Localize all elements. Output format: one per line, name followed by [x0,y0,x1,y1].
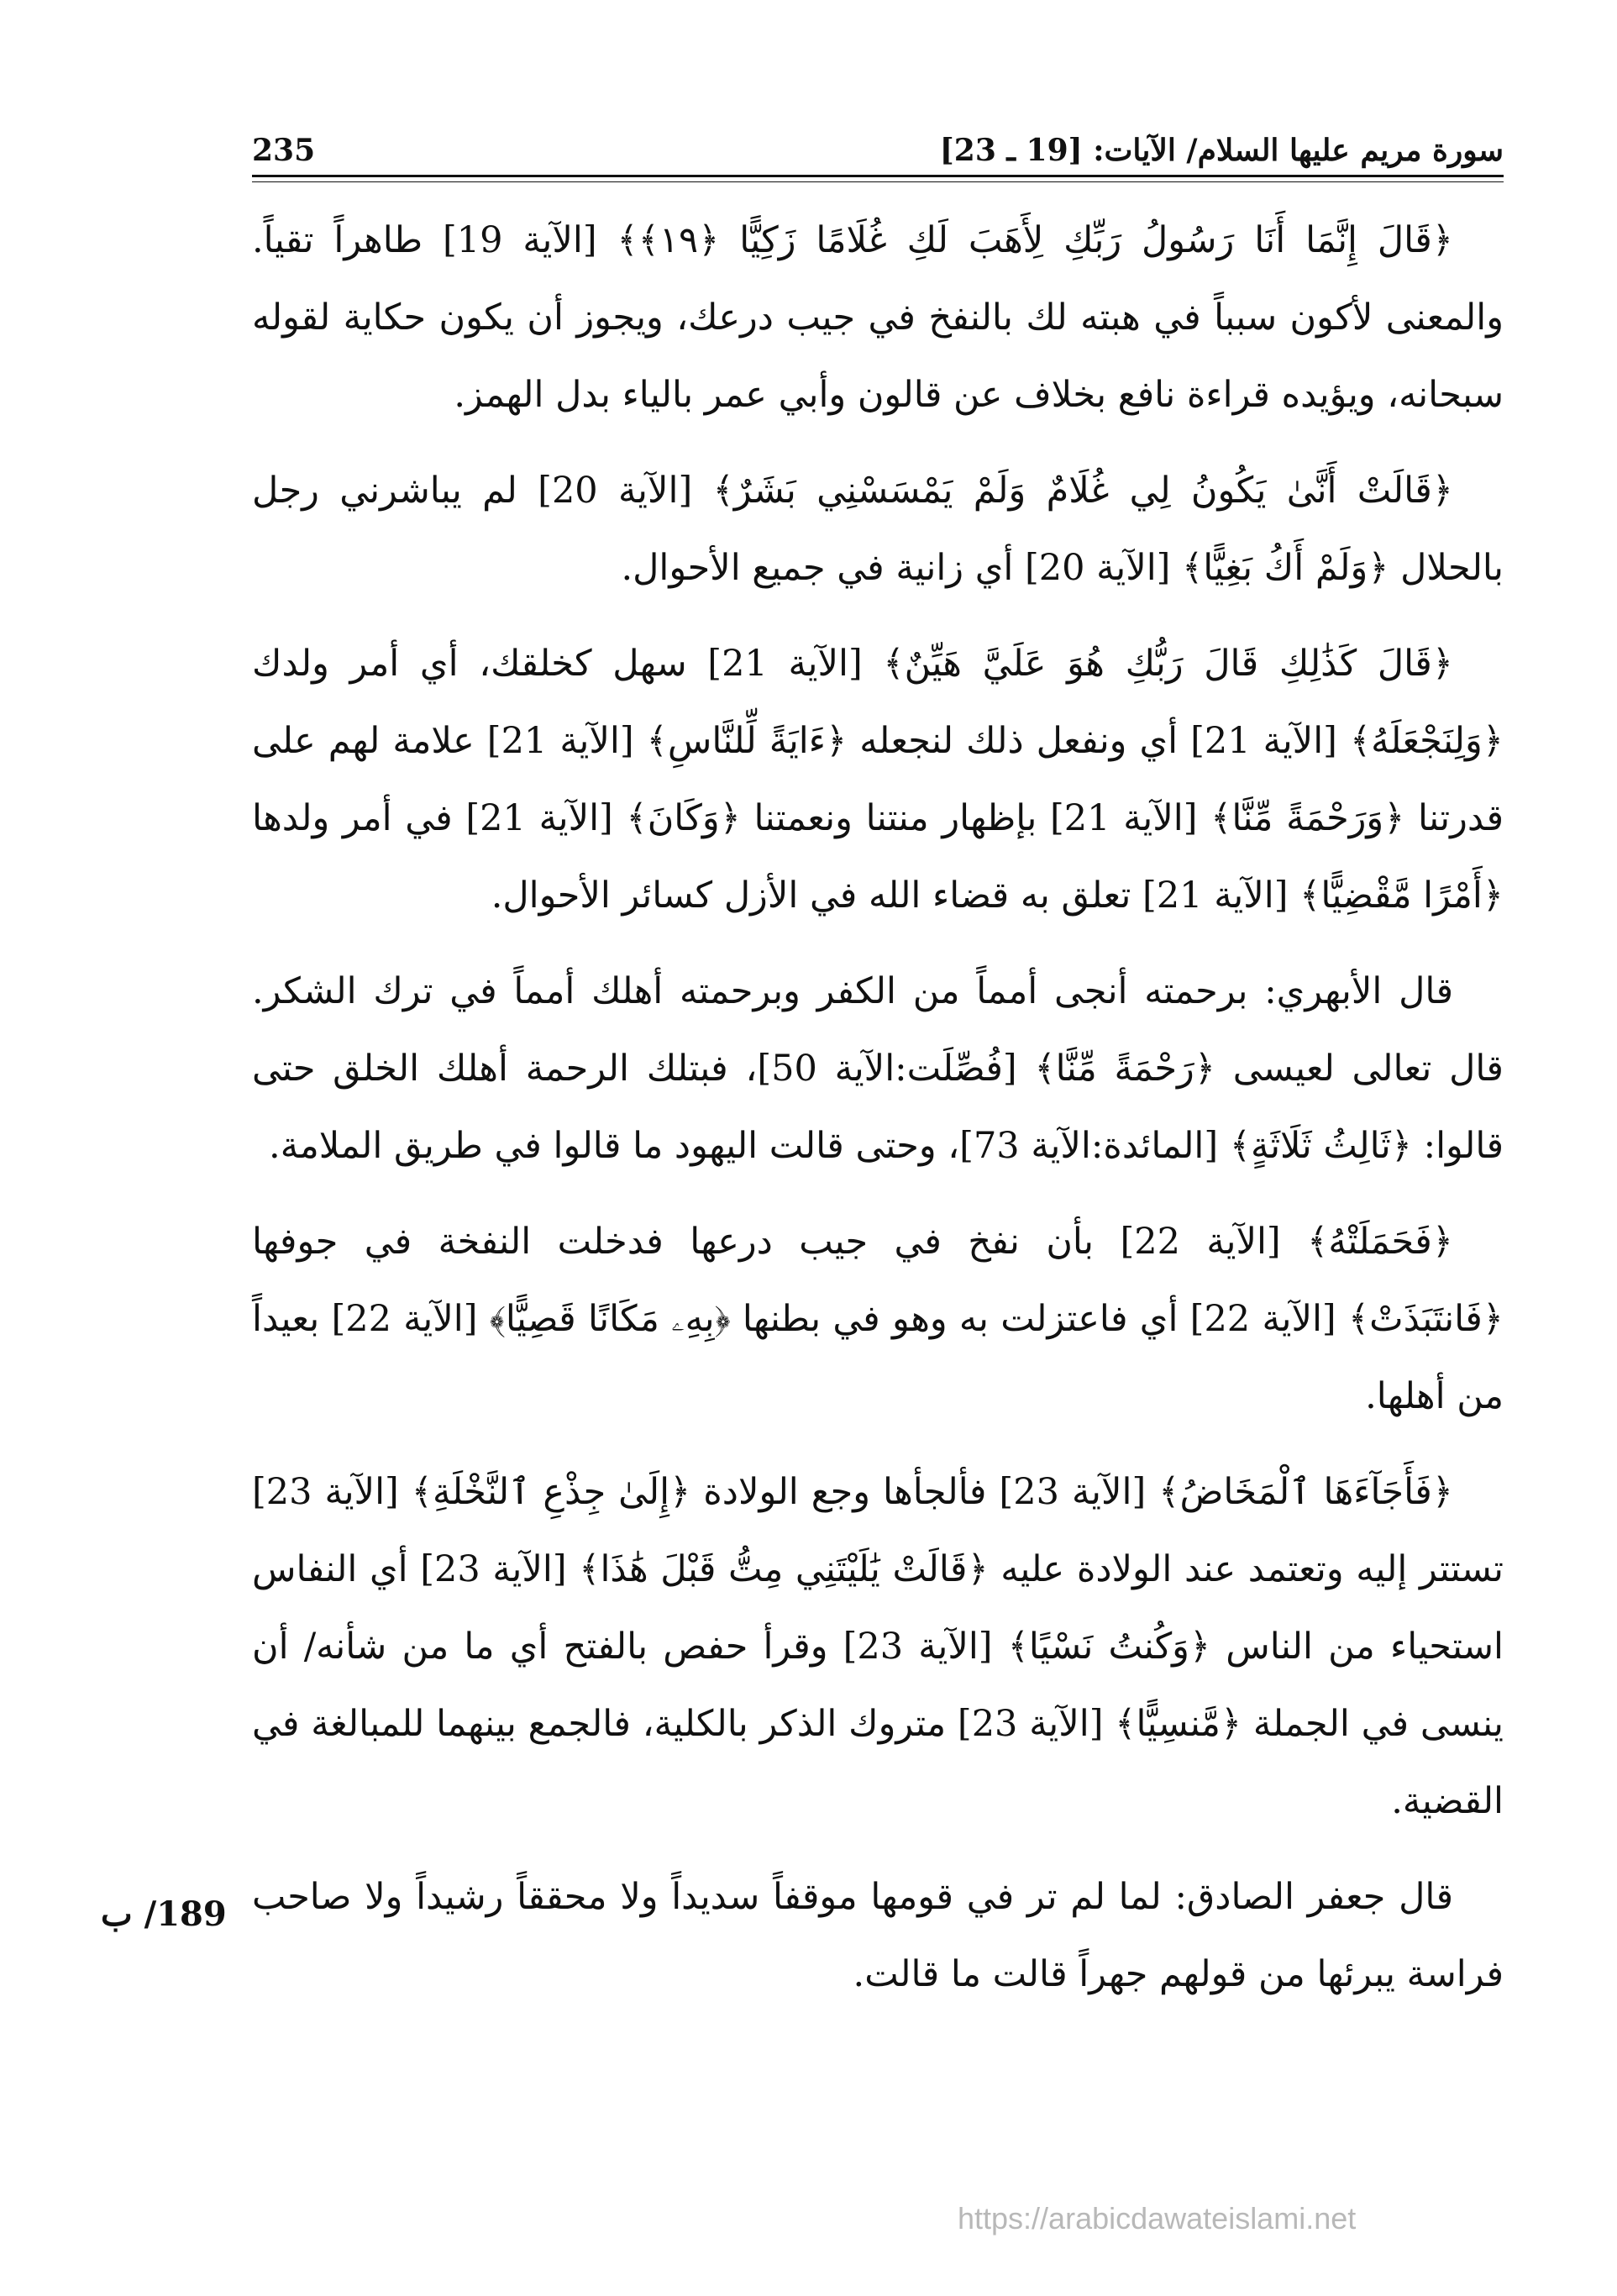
paragraph-3: ﴿قَالَ كَذَٰلِكِ قَالَ رَبُّكِ هُوَ عَلَيَّ هَيِّنٌ﴾ [الآية 21] سهل كخلقك، أي أمر ولدك ﴿وَلِنَجْعَلَهُ﴾ [الآية 21] أي ونفعل ذلك لنجعله ﴿ءَايَةً لِّلنَّاسِ﴾ [الآية 21] علامة لهم على قدرتنا ﴿وَرَحْمَةً مِّنَّا﴾ [الآية 21] بإظهار منتنا ونعمتنا ﴿وَكَانَ﴾ [الآية 21] في أمر ولدها ﴿أَمْرًا مَّقْضِيًّا﴾ [الآية 21] تعلق به قضاء الله في الأزل كسائر الأحوال. [252,643,1504,917]
manuscript-folio-note: 189/ ب [101,1894,227,1934]
header-rule-thick [252,175,1504,177]
page-body [252,202,1504,2031]
paragraph-5: ﴿فَحَمَلَتْهُ﴾ [الآية 22] بأن نفخ في جيب درعها فدخلت النفخة في جوفها ﴿فَانتَبَذَتْ﴾ [الآية 22] أي فاعتزلت به وهو في بطنها ﴿بِهِۦ مَكَانًا قَصِيًّا﴾ [الآية 22] بعيداً من أهلها. [252,1221,1504,1417]
paragraph-7: قال جعفر الصادق: لما لم تر في قومها موقفاً سديداً ولا محققاً رشيداً ولا صاحب فراسة يبرئها من قولهم جهراً قالت ما قالت. [252,1876,1504,1995]
header-rule-thin [252,181,1504,182]
running-title: سورة مريم عليها السلام/ الآيات: [19 ـ 23] [939,133,1504,168]
page-header [252,109,1504,168]
watermark-url: https://arabicdawateislami.net [958,2201,1357,2236]
paragraph-1: ﴿قَالَ إِنَّمَا أَنَا رَسُولُ رَبِّكِ لِأَهَبَ لَكِ غُلَامًا زَكِيًّا ﴿١٩﴾﴾ [الآية 19] طاهراً تقياً. والمعنى لأكون سبباً في هبته لك بالنفخ في جيب درعك، ويجوز أن يكون حكاية لقوله سبحانه، ويؤيده قراءة نافع بخلاف عن قالون وأبي عمر بالياء بدل الهمز. [252,219,1504,416]
page-number: 235 [252,133,316,168]
paragraph-6: ﴿فَأَجَآءَهَا ٱلْمَخَاضُ﴾ [الآية 23] فألجأها وجع الولادة ﴿إِلَىٰ جِذْعِ ٱلنَّخْلَةِ﴾ [الآية 23] تستتر إليه وتعتمد عند الولادة عليه ﴿قَالَتْ يَٰلَيْتَنِي مِتُّ قَبْلَ هَٰذَا﴾ [الآية 23] أي النفاس استحياء من الناس ﴿وَكُنتُ نَسْيًا﴾ [الآية 23] وقرأ حفص بالفتح أي ما من شأنه/ أن ينسى في الجملة ﴿مَّنسِيًّا﴾ [الآية 23] متروك الذكر بالكلية، فالجمع بينهما للمبالغة في القضية. [252,1471,1504,1822]
paragraph-4: قال الأبهري: برحمته أنجى أمماً من الكفر وبرحمته أهلك أمماً في ترك الشكر. قال تعالى لعيسى ﴿رَحْمَةً مِّنَّا﴾ [فُصِّلَت:الآية 50]، فبتلك الرحمة أهلك الخلق حتى قالوا: ﴿ثَالِثُ ثَلَاثَةٍ﴾ [المائدة:الآية 73]، وحتى قالت اليهود ما قالوا في طريق الملامة. [252,970,1504,1167]
paragraph-2: ﴿قَالَتْ أَنَّىٰ يَكُونُ لِي غُلَامٌ وَلَمْ يَمْسَسْنِي بَشَرٌ﴾ [الآية 20] لم يباشرني رجل بالحلال ﴿وَلَمْ أَكُ بَغِيًّا﴾ [الآية 20] أي زانية في جميع الأحوال. [252,470,1504,589]
